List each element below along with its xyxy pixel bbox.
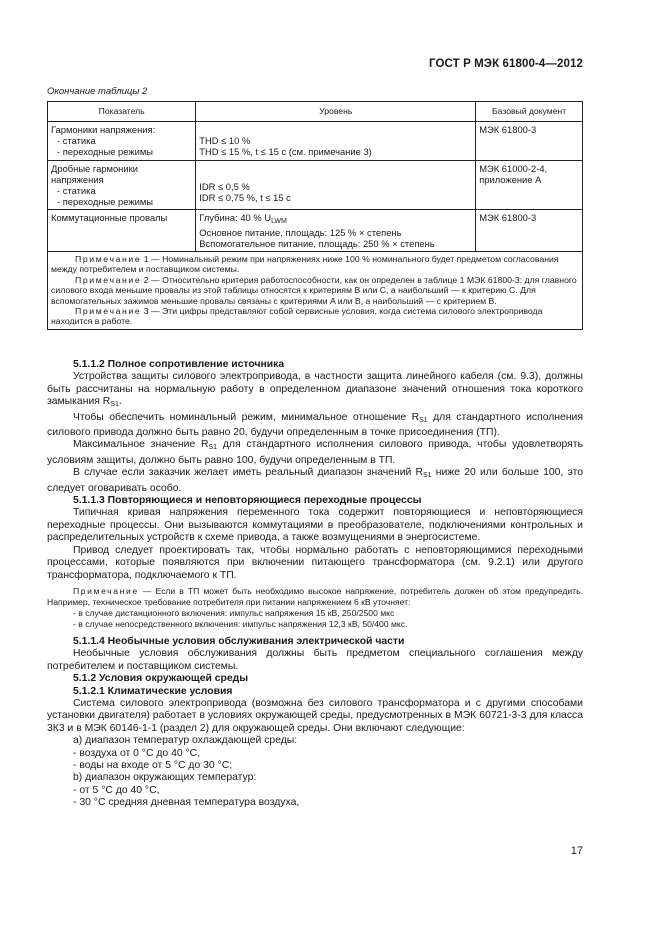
paragraph: Система силового электропривода (возможна без силового трансформатора и с другими способами установки двигателя) работает в условиях окружающей среды, предусмотренных в МЭК 60721-3-3 для класса 3К3 и в МЭК 60146-1-1 (раздел 2) для окружающей среды. Они включают следующие: xyxy=(47,697,583,734)
list-item: a) диапазон температур охлаждающей среды: xyxy=(73,735,298,747)
list-item: - в случае дистанционного включения: импульс напряжения 15 кВ, 250/2500 мкс xyxy=(73,607,395,618)
paragraph: Привод следует проектировать так, чтобы нормально работать с неповторяющимися переходными процессами, которые появляются при включении питающего трансформатора (см. 9.2.1) или другого трансформатора, подключаемого к ТП. xyxy=(47,544,583,581)
body-text xyxy=(47,359,583,810)
paragraph: Чтобы обеспечить номинальный режим, минимальное отношение $R_{S1}$ для стандартного исполнения силового привода должно быть равно 20, будучи определенным в точке присоединения (ТП). xyxy=(47,411,583,439)
list-item: - 30 °С средняя дневная температура воздуха, xyxy=(73,797,300,809)
table-header-row xyxy=(48,102,583,122)
column-header: Базовый документ xyxy=(476,102,583,122)
paragraph: В случае если заказчик желает иметь реальный диапазон значений $R_{S1}$ ниже 20 или больше 100, это следует оговаривать особо. xyxy=(47,467,583,494)
table-cell: Коммутационные провалы xyxy=(48,210,196,252)
list-item: - от 5 °С до 40 °С, xyxy=(73,784,160,796)
table-cell: Глубина: 40 % $U_{LWM}$ Основное питание, площадь: 125 % × степень Вспомогательное питание, площадь: 250 % × степень xyxy=(196,210,476,252)
table-notes xyxy=(48,252,583,330)
paragraph: Устройства защиты силового электропривода, в частности защита линейного кабеля (см. 9.3), должны быть рассчитаны на нормальную работу в определенном диапазоне значений отношения тока короткого замыкания $R_{S1}$. xyxy=(47,371,583,409)
table-row xyxy=(48,210,583,252)
table-cell: IDR ≤ 0,5 % IDR ≤ 0,75 %, t ≤ 15 с xyxy=(196,161,476,210)
column-header: Показатель xyxy=(48,102,196,122)
column-header: Уровень xyxy=(196,102,476,122)
list-item: - в случае непосредственного включения: импульс напряжения 12,3 кВ, 50/400 мкс. xyxy=(73,618,408,629)
paragraph: Необычные условия обслуживания должны быть предметом специального соглашения между потребителем и поставщиком системы. xyxy=(47,648,583,672)
table-caption: Окончание таблицы 2 xyxy=(47,86,148,97)
section-heading: 5.1.2 Условия окружающей среды xyxy=(73,673,249,685)
table-notes-row xyxy=(48,252,583,330)
standards-table xyxy=(47,101,583,330)
table-cell: Гармоники напряжения: - статика - переходные режимы xyxy=(48,122,196,161)
table-cell: THD ≤ 10 % THD ≤ 15 %, t ≤ 15 с (см. примечание 3) xyxy=(196,122,476,161)
list-item: - воздуха от 0 °С до 40 °С, xyxy=(73,747,201,759)
note-2: Примечание 2 — Относительно критерия работоспособности, как он определен в таблице 1 МЭК 61800-3: для главного силового входа меньшие провалы из этой таблицы относятся к критериям B или C, а наибольший — к критерию C. Для вспомогательных зажимов меньшие провалы связаны с критериями A или B, а наибольший — с критерием B. xyxy=(51,274,577,306)
table-cell: МЭК 61000-2-4, приложение А xyxy=(476,161,583,210)
list-item: b) диапазон окружающих температур: xyxy=(73,772,257,784)
list-item: - воды на входе от 5 °С до 30 °С; xyxy=(73,759,233,771)
table-row xyxy=(48,122,583,161)
note-3: Примечание 3 — Эти цифры представляют собой сервисные условия, когда система силового электропривода находится в работе. xyxy=(51,306,543,327)
table-cell: МЭК 61800-3 xyxy=(476,122,583,161)
table-row xyxy=(48,161,583,210)
note-1: Примечание 1 — Номинальный режим при напряжениях ниже 100 % номинального будет предметом согласования между потребителем и поставщиком системы. xyxy=(51,254,559,275)
note: Примечание — Если в ТП может быть необходимо высокое напряжение, потребитель должен об этом предупредить. Например, техническое требование потребителя при питании напряжением 6 кВ уточняет: xyxy=(47,585,583,607)
table-cell: Дробные гармоники напряжения - статика - переходные режимы xyxy=(48,161,196,210)
page-number: 17 xyxy=(570,845,583,857)
document-header: ГОСТ Р МЭК 61800-4—2012 xyxy=(429,58,583,70)
section-heading: 5.1.2.1 Климатические условия xyxy=(73,685,233,697)
section-heading: 5.1.1.2 Полное сопротивление источника xyxy=(73,359,285,370)
table-cell: МЭК 61800-3 xyxy=(476,210,583,252)
paragraph: Максимальное значение $R_{S1}$ для стандартного исполнения силового привода, чтобы удовлетворять условиям защиты, должно быть равно 100, будучи определенным в ТП. xyxy=(47,439,583,466)
section-heading: 5.1.1.4 Необычные условия обслуживания электрической части xyxy=(73,635,405,647)
section-heading: 5.1.1.3 Повторяющиеся и неповторяющиеся переходные процессы xyxy=(73,495,422,507)
paragraph: Типичная кривая напряжения переменного тока содержит повторяющиеся и неповторяющиеся переходные процессы. Они вызываются коммутациями в преобразователе, подключениями контрольных и распределительных устройств к схеме привода, а также возмущениями в энергосистеме. xyxy=(47,507,583,544)
